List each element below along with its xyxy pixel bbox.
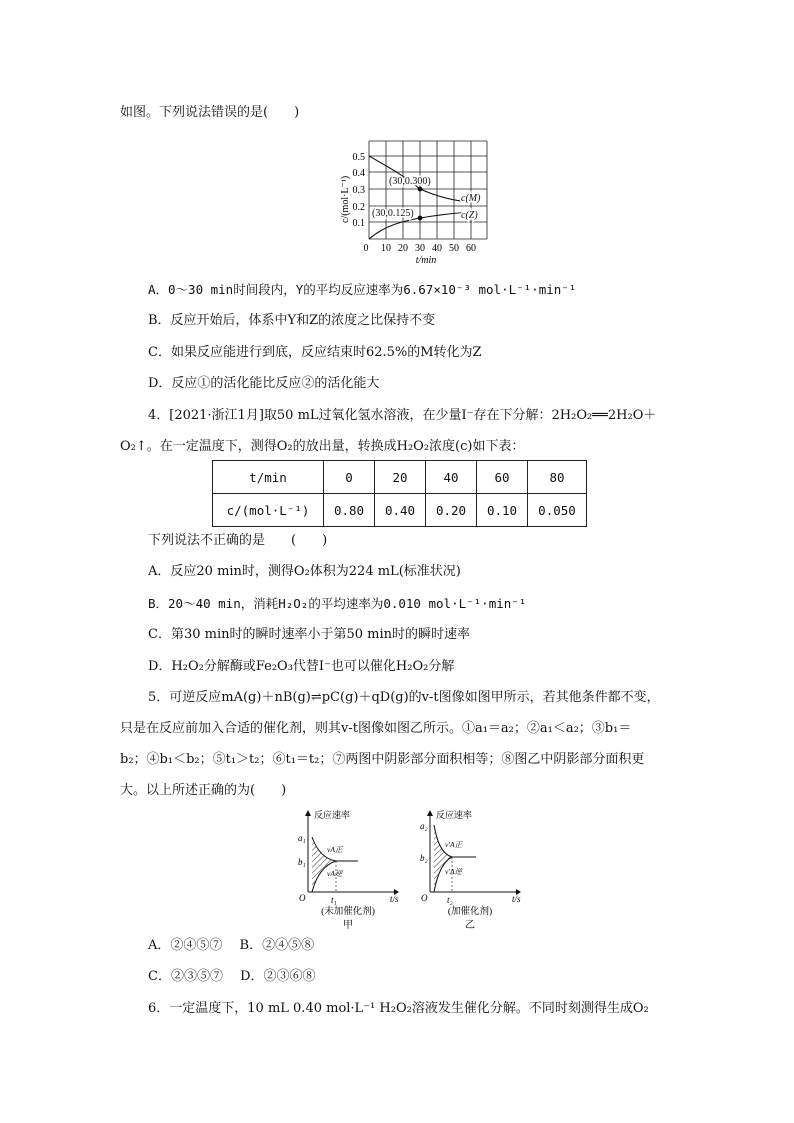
q3-option-a: A．0～30 min时间段内，Y的平均反应速率为6.67×10⁻³ mol·L⁻¹·min⁻¹ — [148, 282, 577, 297]
x-axis-title: t/s — [390, 894, 399, 904]
origin-label: O — [421, 893, 428, 903]
xtick: 10 — [381, 243, 391, 254]
table-row — [213, 494, 587, 527]
table-cell: 0.050 — [528, 494, 587, 527]
table-cell: 60 — [477, 461, 528, 494]
q4-option-b: B．20～40 min，消耗H₂O₂的平均速率为0.010 mol·L⁻¹·min⁻¹ — [148, 596, 527, 611]
xtick: 20 — [398, 243, 408, 254]
table-row — [213, 461, 587, 494]
xtick: 0 — [363, 243, 369, 254]
y-axis-label: c/(mol·L⁻¹) — [340, 175, 351, 223]
vt-graph-b — [414, 808, 526, 936]
table-cell: 0 — [324, 461, 375, 494]
table-header-c: c/(mol·L⁻¹) — [213, 494, 324, 527]
caption: (加催化剂) — [447, 907, 493, 917]
table-cell: 40 — [426, 461, 477, 494]
table-cell: 0.80 — [324, 494, 375, 527]
intro-line: 如图。下列说法错误的是( ) — [120, 105, 300, 120]
q4-option-a: A．反应20 min时，测得O₂体积为224 mL(标准状况) — [148, 564, 461, 579]
b-label: b₁ — [298, 857, 306, 867]
ytick: 0.4 — [352, 168, 365, 179]
curve-z-label: c(Z) — [461, 210, 478, 221]
t-label: t₂ — [447, 895, 453, 905]
point-z — [418, 216, 423, 221]
vt-graph-a — [292, 808, 404, 936]
forward-label: v′A正 — [445, 840, 463, 849]
q4-stem-line1: 4．[2021·浙江1月]取50 mL过氧化氢水溶液，在少量I⁻存在下分解：2H₂O₂══2H₂O＋ — [148, 408, 657, 423]
q5-stem-line2: 只是在反应前加入合适的催化剂，则其v-t图像如图乙所示。①a₁＝a₂；②a₁＜a₂；③b₁＝ — [120, 721, 632, 736]
q3-option-c: C．如果反应能进行到底，反应结束时62.5%的M转化为Z — [148, 345, 482, 360]
q4-option-d: D．H₂O₂分解酶或Fe₂O₃代替I⁻也可以催化H₂O₂分解 — [148, 659, 455, 674]
forward-label: vA正 — [327, 845, 343, 854]
q5-options-row1: A．②④⑤⑦ B．②④⑤⑧ — [148, 938, 315, 953]
xtick: 30 — [415, 243, 425, 254]
table-header-t: t/min — [213, 461, 324, 494]
a-label: a₁ — [298, 833, 306, 843]
reverse-label: vA逆 — [327, 869, 343, 878]
curve-m-label: c(M) — [461, 193, 481, 204]
x-axis-title: t/s — [512, 894, 521, 904]
table-cell: 0.10 — [477, 494, 528, 527]
b-label: b₂ — [420, 853, 428, 863]
x-axis-label: t/min — [415, 255, 437, 265]
point-m — [418, 187, 423, 192]
q4-option-c: C．第30 min时的瞬时速率小于第50 min时的瞬时速率 — [148, 627, 471, 642]
graph-name: 乙 — [465, 920, 475, 931]
q3-option-b: B．反应开始后，体系中Y和Z的浓度之比保持不变 — [148, 313, 436, 328]
reverse-label: v′A逆 — [445, 867, 463, 876]
q3-option-d: D．反应①的活化能比反应②的活化能大 — [148, 376, 380, 391]
ytick: 0.3 — [352, 185, 365, 196]
a-label: a₂ — [420, 821, 428, 831]
ytick: 0.2 — [352, 202, 365, 213]
y-axis-title: 反应速率 — [436, 810, 473, 820]
table-cell: 0.20 — [426, 494, 477, 527]
table-cell: 20 — [375, 461, 426, 494]
q5-stem-line3: b₂；④b₁＜b₂；⑤t₁＞t₂；⑥t₁＝t₂；⑦两图中阴影部分面积相等；⑧图乙中阴影部分面积更 — [120, 752, 645, 767]
table-cell: 0.40 — [375, 494, 426, 527]
xtick: 40 — [432, 243, 442, 254]
point-z-label: (30,0.125) — [372, 208, 414, 219]
concentration-table — [212, 460, 587, 527]
q5-options-row2: C．②③⑤⑦ D．②③⑥⑧ — [148, 969, 316, 984]
q5-stem-line4: 大。以上所述正确的为( ) — [120, 783, 287, 798]
xtick: 50 — [449, 243, 459, 254]
y-axis-title: 反应速率 — [314, 810, 351, 820]
table-cell: 80 — [528, 461, 587, 494]
point-m-label: (30,0.300) — [389, 176, 431, 187]
t-label: t₁ — [331, 895, 337, 905]
q4-stem-line2: O₂↑。在一定温度下，测得O₂的放出量，转换成H₂O₂浓度(c)如下表： — [120, 439, 525, 454]
ytick: 0.5 — [352, 152, 365, 163]
q5-stem-line1: 5．可逆反应mA(g)＋nB(g)⇌pC(g)＋qD(g)的v-t图像如图甲所示，若其他条件都不变， — [148, 690, 660, 705]
ytick: 0.1 — [352, 218, 365, 229]
q6-stem-line1: 6．一定温度下，10 mL 0.40 mol·L⁻¹ H₂O₂溶液发生催化分解。不同时刻测得生成O₂ — [148, 1001, 649, 1016]
origin-label: O — [299, 893, 306, 903]
concentration-graph — [330, 135, 520, 265]
xtick: 60 — [466, 243, 476, 254]
q4-question: 下列说法不正确的是 ( ) — [148, 533, 328, 548]
graph-name: 甲 — [343, 920, 353, 931]
caption: (未加催化剂) — [321, 907, 375, 917]
